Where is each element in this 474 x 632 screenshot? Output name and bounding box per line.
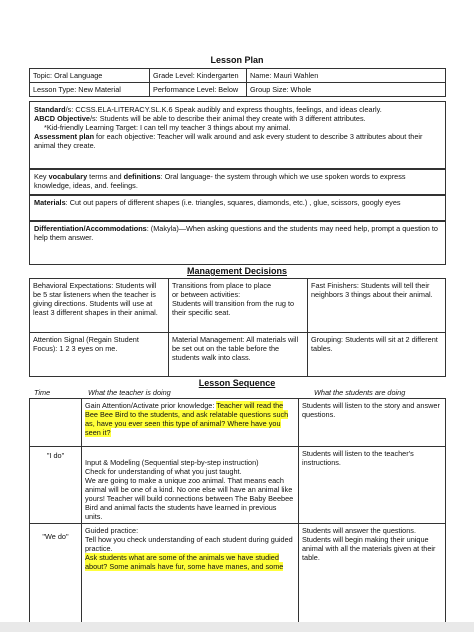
- col-teacher-header: What the teacher is doing: [88, 388, 171, 397]
- sequence-time-cell: "We do": [30, 524, 82, 624]
- material-management-cell: Material Management: All materials will be set out on the table before the students walk into class.: [169, 333, 308, 377]
- vocabulary-text: : Oral language- the system through which we use spoken words to express knowledge, ideas, and. feelings.: [34, 172, 406, 190]
- materials-box: [29, 194, 446, 222]
- standards-line: [34, 105, 441, 114]
- objectives-text: : Students will be able to describe their animal they create with 3 different attributes.: [95, 114, 366, 123]
- sequence-teacher-cell: [82, 524, 299, 624]
- differentiation-label: Differentiation/Accommodations: [34, 224, 147, 233]
- sequence-students-cell: Students will answer the questions. Students will begin making their unique animal with all the materials given at their table.: [299, 524, 446, 624]
- standards-suffix: /s:: [65, 105, 74, 114]
- teacher-text: Guided practice: Tell how you check understanding of each student during guided practice.: [85, 526, 293, 553]
- sequence-teacher-cell: [82, 447, 299, 524]
- transitions-cell: Transitions from place to place or between activities: Students will transition from the rug to their specific seat.: [169, 279, 308, 333]
- sequence-students-cell: Students will listen to the teacher's instructions.: [299, 447, 446, 524]
- objectives-label: ABCD Objective: [34, 114, 90, 123]
- col-time-header: Time: [34, 388, 51, 397]
- sequence-students-cell: Students will listen to the story and answer questions.: [299, 399, 446, 447]
- grouping-cell: Grouping: Students will sit at 2 different tables.: [308, 333, 446, 377]
- behavioral-expectations-cell: Behavioral Expectations: Students will be 5 star listeners when the teacher is giving directions. Students will use at least 3 different shapes in their animal.: [30, 279, 169, 333]
- management-row: [30, 279, 446, 333]
- standards-label: Standard: [34, 105, 66, 114]
- sequence-time-cell: [30, 399, 82, 447]
- lesson-type-cell: Lesson Type: New Material: [30, 83, 150, 97]
- management-table: [29, 278, 446, 377]
- lesson-sequence-table: [29, 398, 446, 624]
- sequence-row: [30, 447, 446, 524]
- performance-level-cell: Performance Level: Below: [150, 83, 247, 97]
- differentiation-text: : (Makyla)—When asking questions and the students may need help, prompt a question to help them answer.: [34, 224, 438, 242]
- management-row: [30, 333, 446, 377]
- objectives-suffix: /s: [89, 114, 96, 123]
- definitions-label: definitions: [123, 172, 161, 181]
- objectives-line: [34, 114, 441, 123]
- lesson-plan-title: Lesson Plan: [210, 55, 264, 65]
- assessment-line: [34, 132, 441, 150]
- sequence-time-cell: "I do": [30, 447, 82, 524]
- kid-friendly-target: *Kid-friendly Learning Target: I can tell my teacher 3 things about my animal.: [44, 123, 291, 132]
- info-row: [30, 83, 446, 97]
- teacher-highlighted-text: Teacher will read the Bee Bee Bird to the students, and ask relatable questions such as, have you ever seen this type of animal? Where have you seen it?: [85, 401, 289, 437]
- vocabulary-label: vocabulary: [48, 172, 88, 181]
- lesson-sequence-title: Lesson Sequence: [198, 378, 276, 388]
- info-row: [30, 69, 446, 83]
- group-size-cell: Group Size: Whole: [247, 83, 446, 97]
- sequence-teacher-cell: [82, 399, 299, 447]
- differentiation-box: [29, 220, 446, 265]
- col-students-header: What the students are doing: [314, 388, 406, 397]
- materials-label: Materials: [34, 198, 66, 207]
- topic-cell: Topic: Oral Language: [30, 69, 150, 83]
- teacher-name-cell: Name: Mauri Wahlen: [247, 69, 446, 83]
- vocabulary-box: [29, 168, 446, 196]
- materials-text: : Cut out papers of different shapes (i.e. triangles, squares, diamonds, etc.) , glue, scissors, googly eyes: [65, 198, 401, 207]
- teacher-text: Input & Modeling (Sequential step-by-step instruction) Check for understanding of what you just taught. We are going to make a unique zoo animal. That means each animal will be one of a kind. No one else will have an animal like yours! Teacher will build connections between The Baby Beebee Bird and animal facts the students have learned in previous units.: [85, 458, 294, 521]
- assessment-label: Assessment plan: [34, 132, 95, 141]
- teacher-text: Gain Attention/Activate prior knowledge:: [85, 401, 217, 410]
- standards-text: CCSS.ELA-LITERACY.SL.K.6 Speak audibly and express thoughts, feelings, and ideas clearly.: [75, 105, 382, 114]
- grade-level-cell: Grade Level: Kindergarten: [150, 69, 247, 83]
- assessment-text: for each objective: Teacher will walk around and ask every student to describe 3 attributes about their animal they create.: [34, 132, 423, 150]
- standards-objectives-box: [29, 101, 446, 170]
- fast-finishers-cell: Fast Finishers: Students will tell their neighbors 3 things about their animal.: [308, 279, 446, 333]
- sequence-row: [30, 524, 446, 624]
- info-table: [29, 68, 446, 97]
- vocabulary-pre: Key: [34, 172, 49, 181]
- viewer-footer-strip: [0, 622, 474, 632]
- vocabulary-mid: terms and: [87, 172, 124, 181]
- management-decisions-title: Management Decisions: [186, 266, 288, 276]
- attention-signal-cell: Attention Signal (Regain Student Focus): 1 2 3 eyes on me.: [30, 333, 169, 377]
- sequence-row: [30, 399, 446, 447]
- teacher-highlighted-text: Ask students what are some of the animals we have studied about? Some animals have fur, some have manes, and some: [85, 553, 284, 571]
